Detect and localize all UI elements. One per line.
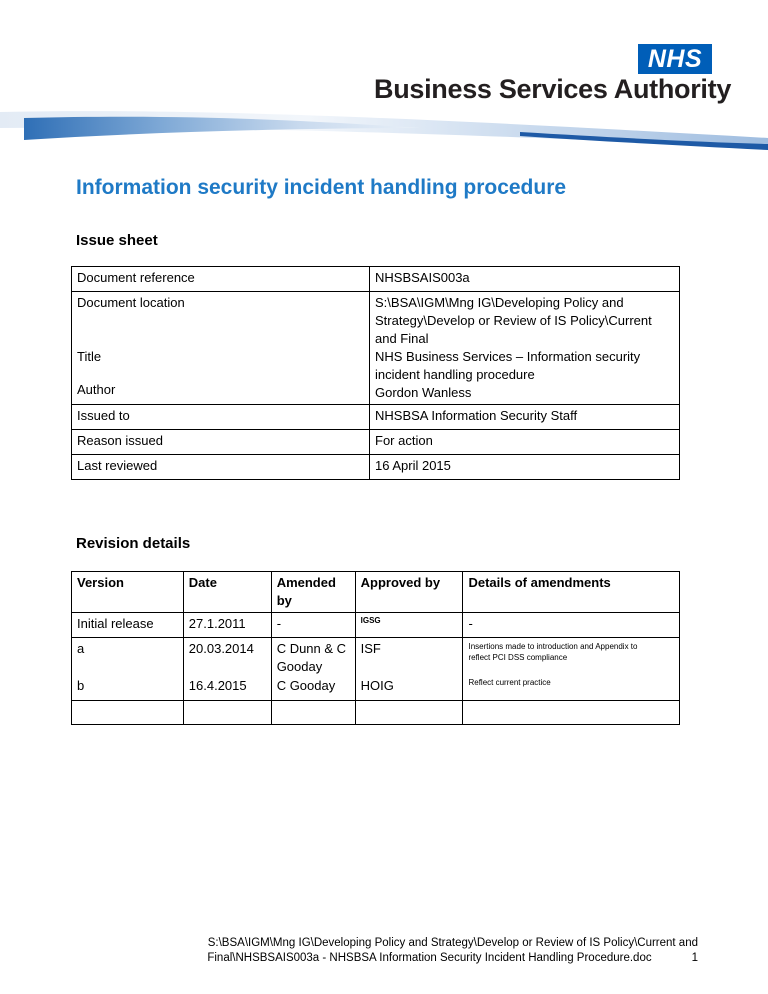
table-row	[72, 292, 680, 405]
issue-key: Title	[77, 349, 102, 364]
issue-key: Last reviewed	[72, 455, 370, 480]
issue-value: NHSBSA Information Security Staff	[370, 405, 680, 430]
issue-key: Document reference	[72, 267, 370, 292]
cell-version: a	[77, 641, 85, 656]
footer-path-line2-wrap	[60, 951, 698, 966]
cell-version: b	[77, 678, 85, 693]
table-row	[72, 455, 680, 480]
cell-date-stack	[183, 638, 271, 701]
issue-value-stack	[370, 292, 680, 405]
org-name: Business Services Authority	[374, 74, 732, 104]
revision-details-heading: Revision details	[76, 535, 191, 552]
table-row	[72, 638, 680, 701]
page-number: 1	[691, 952, 698, 964]
footer-path-line1: S:\BSA\IGM\Mng IG\Developing Policy and Strategy\Develop or Review of IS Policy\Current and	[207, 937, 698, 949]
cell-amended-by: C Dunn & C Gooday	[276, 641, 347, 674]
document-title: Information security incident handling procedure	[76, 176, 567, 199]
issue-sheet-table	[71, 266, 680, 480]
table-row	[72, 267, 680, 292]
cell-version	[72, 701, 184, 725]
column-header: Details of amendments	[463, 572, 680, 613]
cell-approved-by	[355, 701, 463, 725]
cell-details-stack	[463, 638, 680, 701]
cell-approved-by: HOIG	[360, 678, 394, 693]
cell-amended-by	[271, 701, 355, 725]
header-swoosh-graphic	[0, 98, 768, 158]
table-row	[72, 430, 680, 455]
footer-path-line2: Final\NHSBSAIS003a - NHSBSA Information Security Incident Handling Procedure.doc	[207, 952, 652, 964]
issue-value: For action	[370, 430, 680, 455]
issue-value: 16 April 2015	[370, 455, 680, 480]
table-row	[72, 613, 680, 638]
issue-key-stack	[72, 292, 370, 405]
column-header: Date	[183, 572, 271, 613]
table-header-row	[72, 572, 680, 613]
cell-amended-stack	[271, 638, 355, 701]
column-header: Amended by	[271, 572, 355, 613]
revision-table	[71, 571, 680, 725]
issue-value: NHS Business Services – Information security incident handling procedure	[375, 349, 641, 382]
cell-details: Insertions made to introduction and Appendix to reflect PCI DSS compliance	[468, 642, 638, 662]
cell-details	[463, 701, 680, 725]
cell-details: Reflect current practice	[468, 678, 551, 687]
cell-approved-stack	[355, 638, 463, 701]
issue-sheet-heading: Issue sheet	[76, 232, 158, 249]
column-header: Version	[72, 572, 184, 613]
issue-key: Reason issued	[72, 430, 370, 455]
issue-value: S:\BSA\IGM\Mng IG\Developing Policy and Strategy\Develop or Review of IS Policy\Current and Final	[375, 295, 652, 346]
nhs-logo-badge: NHS	[638, 44, 712, 74]
cell-date: 20.03.2014	[188, 641, 254, 656]
cell-amended-by: C Gooday	[276, 678, 336, 693]
cell-approved-by: IGSG	[355, 613, 463, 638]
issue-value: NHSBSAIS003a	[370, 267, 680, 292]
column-header: Approved by	[355, 572, 463, 613]
issue-key: Issued to	[72, 405, 370, 430]
issue-key: Document location	[77, 295, 185, 310]
cell-details: -	[463, 613, 680, 638]
cell-version-stack	[72, 638, 184, 701]
cell-approved-by: ISF	[360, 641, 381, 656]
cell-amended-by: -	[271, 613, 355, 638]
cell-date: 27.1.2011	[183, 613, 271, 638]
issue-value: Gordon Wanless	[375, 385, 472, 400]
cell-version: Initial release	[72, 613, 184, 638]
table-row	[72, 701, 680, 725]
cell-date	[183, 701, 271, 725]
issue-key: Author	[77, 382, 116, 397]
page-footer	[60, 936, 698, 966]
table-row	[72, 405, 680, 430]
cell-date: 16.4.2015	[188, 678, 247, 693]
